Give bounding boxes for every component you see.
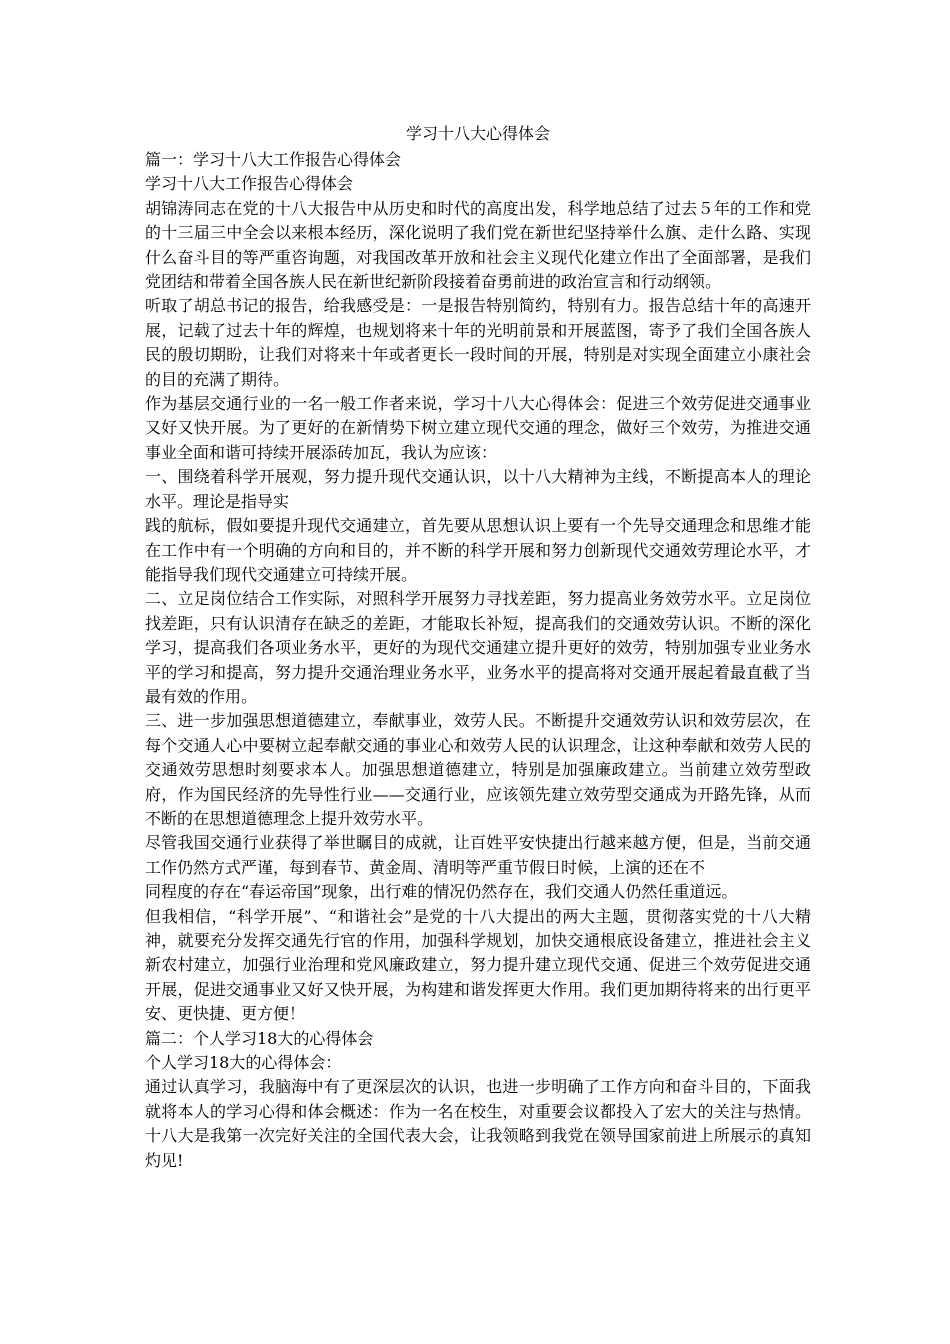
- document-body: [145, 148, 811, 1173]
- paragraph-12: 但我相信，“科学开展”、“和谐社会”是党的十八大提出的两大主题，贯彻落实党的十八大精神，就要充分发挥交通先行官的作用，加强科学规划，加快交通根底设备建立，推进社会主义新农村建立，加强行业治理和党风廉政建立，努力提升建立现代交通、促进三个效劳促进交通开展，促进交通事业又好又快开展，为构建和谐发挥更大作用。我们更加期待将来的出行更平安、更快捷、更方便！: [145, 906, 811, 1024]
- paragraph-1: 篇一：学习十八大工作报告心得体会: [145, 150, 402, 169]
- paragraph-9: 三、进一步加强思想道德建立，奉献事业，效劳人民。不断提升交通效劳认识和效劳层次，在每个交通人心中要树立起奉献交通的事业心和效劳人民的认识理念，让这种奉献和效劳人民的交通效劳思想时刻要求本人。加强思想道德建立，特别是加强廉政建立。当前建立效劳型政府，作为国民经济的先导性行业——交通行业，应该领先建立效劳型交通成为开路先锋，从而不断的在思想道德理念上提升效劳水平。: [145, 711, 811, 828]
- paragraph-13: 篇二：个人学习18大的心得体会: [145, 1028, 374, 1048]
- paragraph-10: 尽管我国交通行业获得了举世瞩目的成就，让百姓平安快捷出行越来越方便，但是，当前交通工作仍然方式严谨，每到春节、黄金周、清明等严重节假日时候，上演的还在不: [145, 833, 811, 877]
- paragraph-5: 作为基层交通行业的一名一般工作者来说，学习十八大心得体会：促进三个效劳促进交通事业又好又快开展。为了更好的在新情势下树立建立现代交通的理念，做好三个效劳，为推进交通事业全面和谐可持续开展添砖加瓦，我认为应该：: [145, 394, 811, 462]
- document-page: [145, 122, 811, 1173]
- paragraph-6: 一、围绕着科学开展观，努力提升现代交通认识，以十八大精神为主线，不断提高本人的理论水平。理论是指导实: [145, 467, 811, 511]
- paragraph-11: 同程度的存在“春运帝国”现象，出行难的情况仍然存在，我们交通人仍然任重道远。: [145, 882, 738, 902]
- paragraph-14: 个人学习18大的心得体会：: [145, 1053, 342, 1073]
- document-title: 学习十八大心得体会: [405, 124, 550, 143]
- paragraph-2: 学习十八大工作报告心得体会: [145, 174, 354, 194]
- paragraph-15: 通过认真学习，我脑海中有了更深层次的认识，也进一步明确了工作方向和奋斗目的，下面我就将本人的学习心得和体会概述：作为一名在校生，对重要会议都投入了宏大的关注与热情。十八大是我第一次完好关注的全国代表大会，让我领略到我党在领导国家前进上所展示的真知灼见!: [145, 1077, 811, 1170]
- paragraph-4: 听取了胡总书记的报告，给我感受是：一是报告特别简约，特别有力。报告总结十年的高速开展，记载了过去十年的辉煌，也规划将来十年的光明前景和开展蓝图，寄予了我们全国各族人民的殷切期盼，让我们对将来十年或者更长一段时间的开展，特别是对实现全面建立小康社会的目的充满了期待。: [145, 296, 811, 389]
- paragraph-3: 胡锦涛同志在党的十八大报告中从历史和时代的高度出发，科学地总结了过去５年的工作和党的十三届三中全会以来根本经历，深化说明了我们党在新世纪坚持举什么旗、走什么路、实现什么奋斗目的等严重咨询题，对我国改革开放和社会主义现代化建立作出了全面部署，是我们党团结和带着全国各族人民在新世纪新阶段接着奋勇前进的政治宣言和行动纲领。: [145, 198, 811, 292]
- paragraph-7: 践的航标，假如要提升现代交通建立，首先要从思想认识上要有一个先导交通理念和思维才能在工作中有一个明确的方向和目的，并不断的科学开展和努力创新现代交通效劳理论水平，才能指导我们现代交通建立可持续开展。: [145, 516, 811, 584]
- paragraph-8: 二、立足岗位结合工作实际，对照科学开展努力寻找差距，努力提高业务效劳水平。立足岗位找差距，只有认识清存在缺乏的差距，才能取长补短，提高我们的交通效劳认识。不断的深化学习，提高我们各项业务水平，更好的为现代交通建立提升更好的效劳，特别加强专业业务水平的学习和提高，努力提升交通治理业务水平，业务水平的提高将对交通开展起着最直截了当最有效的作用。: [145, 589, 811, 706]
